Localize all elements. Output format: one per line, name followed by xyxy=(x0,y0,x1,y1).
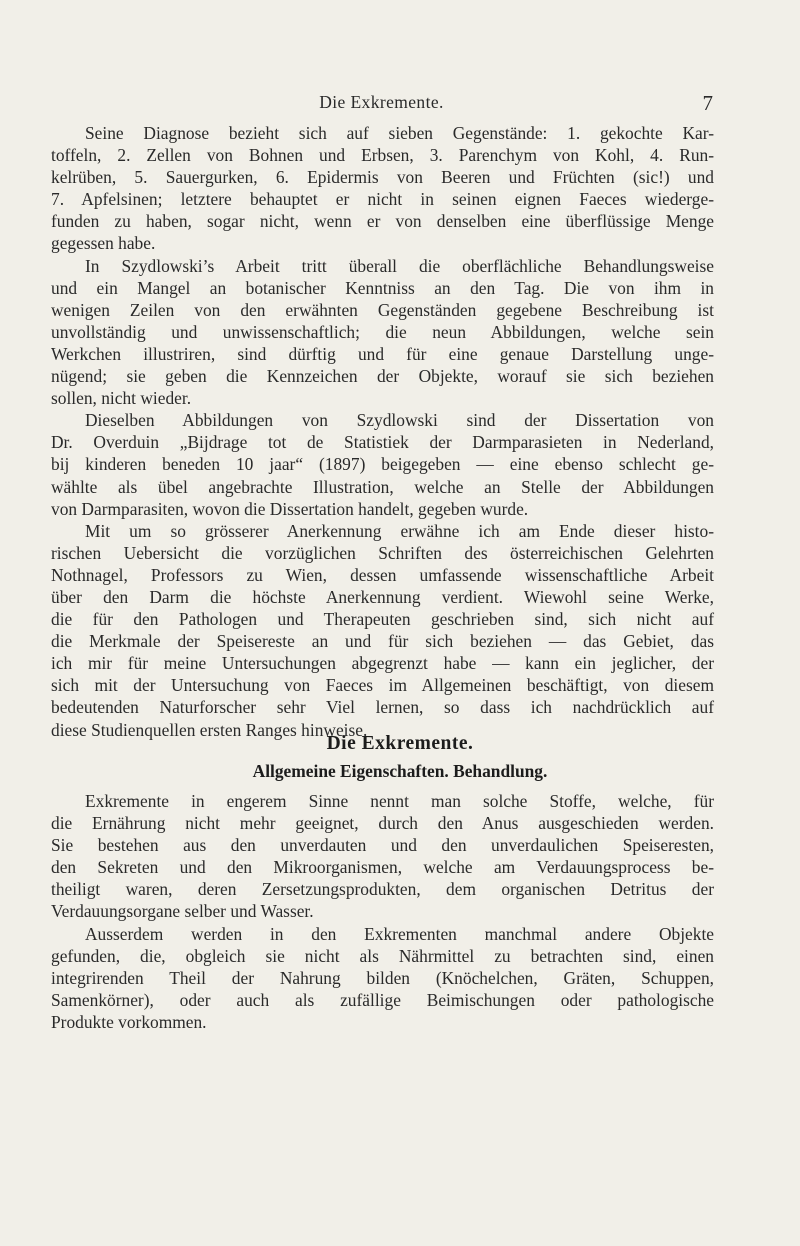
text-line: gefunden, die, obgleich sie nicht als Nährmittel zu betrachten sind, einen xyxy=(51,945,714,966)
text-line: 7. Apfelsinen; letztere behauptet er nicht in seinen eignen Faeces wiederge- xyxy=(51,189,714,210)
text-line: Nothnagel, Professors zu Wien, dessen umfassende wissenschaftliche Arbeit xyxy=(51,564,714,585)
text-line: Samenkörner), oder auch als zufällige Beimischungen oder pathologische xyxy=(51,989,714,1010)
text-line: sollen, nicht wieder. xyxy=(51,388,192,409)
text-line: theiligt waren, deren Zersetzungsprodukten, dem organischen Detritus der xyxy=(51,879,714,900)
text-line: von Darmparasiten, wovon die Dissertation handelt, gegeben wurde. xyxy=(51,498,529,519)
text-line: integrirenden Theil der Nahrung bilden (Knöchelchen, Gräten, Schuppen, xyxy=(51,967,714,988)
text-line: über den Darm die höchste Anerkennung verdient. Wiewohl seine Werke, xyxy=(51,586,714,607)
text-line: den Sekreten und den Mikroorganismen, welche am Verdauungsprocess be- xyxy=(51,857,714,878)
text-line: Dieselben Abbildungen von Szydlowski sind der Dissertation von xyxy=(85,410,714,431)
text-line: Werkchen illustriren, sind dürftig und für eine genaue Darstellung unge- xyxy=(51,343,714,364)
text-line: gegessen habe. xyxy=(51,233,156,254)
text-line: die Ernährung nicht mehr geeignet, durch den Anus ausgeschieden werden. xyxy=(51,813,714,834)
text-line: Sie bestehen aus den unverdauten und den unverdaulichen Speiseresten, xyxy=(51,835,714,856)
running-head xyxy=(50,92,713,114)
text-line: wählte als übel angebrachte Illustration, welche an Stelle der Abbildungen xyxy=(51,476,714,497)
text-line: nügend; sie geben die Kennzeichen der Objekte, worauf sie sich beziehen xyxy=(51,366,714,387)
text-line: wenigen Zeilen von den erwähnten Gegenständen gegebene Beschreibung ist xyxy=(51,299,714,320)
chapter-heading: Die Exkremente. xyxy=(326,733,474,754)
text-line: rischen Uebersicht die vorzüglichen Schriften des österreichischen Gelehrten xyxy=(51,542,714,563)
text-line: Produkte vorkommen. xyxy=(51,1011,207,1032)
text-line: die für den Pathologen und Therapeuten geschrieben sind, sich nicht auf xyxy=(51,609,714,630)
text-line: In Szydlowski’s Arbeit tritt überall die oberflächliche Behandlungsweise xyxy=(85,255,714,276)
text-line: Seine Diagnose bezieht sich auf sieben Gegenstände: 1. gekochte Kar- xyxy=(85,123,714,143)
section-historical-review xyxy=(51,122,714,741)
text-line: bedeutenden Naturforscher sehr Viel lernen, so dass ich nachdrücklich auf xyxy=(51,697,714,718)
text-line: funden zu haben, sogar nicht, wenn er von denselben eine überflüssige Menge xyxy=(51,211,714,232)
text-line: toffeln, 2. Zellen von Bohnen und Erbsen, 3. Parenchym von Kohl, 4. Run- xyxy=(51,145,714,166)
text-line: und ein Mangel an botanischer Kenntniss an den Tag. Die von ihm in xyxy=(51,277,714,298)
page-number: 7 xyxy=(702,91,713,115)
text-line: diese Studienquellen ersten Ranges hinweise. xyxy=(51,719,368,740)
text-line: Ausserdem werden in den Exkrementen manchmal andere Objekte xyxy=(85,923,714,944)
text-line: Verdauungsorgane selber und Wasser. xyxy=(51,901,314,922)
text-line: sich mit der Untersuchung von Faeces im Allgemeinen beschäftigt, von diesem xyxy=(51,675,714,696)
text-line: bij kinderen beneden 10 jaar“ (1897) beigegeben — eine ebenso schlecht ge- xyxy=(51,454,714,475)
text-line: kelrüben, 5. Sauergurken, 6. Epidermis von Beeren und Früchten (sic!) und xyxy=(51,167,714,188)
section-general-properties xyxy=(51,790,714,1033)
text-line: die Merkmale der Speisereste an und für sich beziehen — das Gebiet, das xyxy=(51,631,714,652)
text-line: Exkremente in engerem Sinne nennt man solche Stoffe, welche, für xyxy=(85,791,714,811)
text-line: Dr. Overduin „Bijdrage tot de Statistiek der Darmparasieten in Nederland, xyxy=(51,432,714,453)
section-subheading: Allgemeine Eigenschaften. Behandlung. xyxy=(252,761,548,781)
text-line: Mit um so grösserer Anerkennung erwähne ich am Ende dieser histo- xyxy=(85,520,714,541)
text-line: ich mir für meine Untersuchungen abgegrenzt habe — kann ein jeglicher, der xyxy=(51,653,714,674)
running-title: Die Exkremente. xyxy=(319,92,444,112)
text-line: unvollständig und unwissenschaftlich; die neun Abbildungen, welche sein xyxy=(51,321,714,342)
